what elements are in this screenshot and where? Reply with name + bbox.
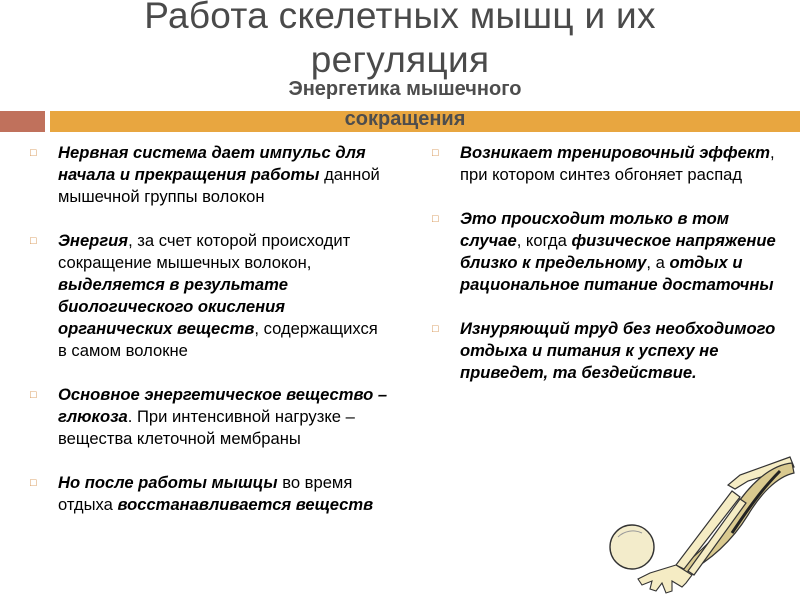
emphasis-text: Основное энергетическое вещество – глюкоза: [58, 385, 388, 426]
right-column: [432, 142, 777, 406]
left-column: [30, 142, 390, 538]
list-item: [432, 208, 777, 296]
list-item: [30, 384, 390, 450]
hollow-square-bullet-icon: [432, 213, 444, 225]
body-text: , а: [646, 253, 670, 272]
slide-subtitle: [140, 74, 670, 134]
emphasis-text: бездействие.: [581, 363, 697, 382]
emphasis-text: Энергия: [58, 231, 129, 250]
emphasis-text: Возникает тренировочный эффект: [460, 143, 770, 162]
emphasis-text: Это происходит только в том случае: [460, 209, 730, 250]
subtitle-line2: сокращения: [344, 108, 466, 130]
hollow-square-bullet-icon: [30, 477, 42, 489]
arm-muscle-icon: [580, 445, 800, 600]
emphasis-text: Изнуряющий труд без необходимого отдыха и питания к успеху не приведет, та: [460, 319, 776, 382]
emphasis-text: отдых и рациональное питание достаточны: [460, 253, 774, 294]
list-item: [30, 142, 390, 208]
hollow-square-bullet-icon: [30, 147, 42, 159]
list-item: [30, 230, 390, 362]
slide-title-line2: регуляция: [310, 39, 490, 80]
emphasis-text: Нервная система дает импульс для начала и прекращения работы: [58, 143, 366, 184]
hollow-square-bullet-icon: [432, 323, 444, 335]
list-item: [30, 472, 390, 516]
subtitle-line1: Энергетика мышечного: [288, 78, 522, 100]
decorative-bar-left: [0, 111, 45, 132]
slide-title-line1: Работа скелетных мышц и их: [144, 0, 656, 36]
hollow-square-bullet-icon: [30, 389, 42, 401]
emphasis-text: выделяется в результате биологического окисления органических веществ: [58, 275, 288, 338]
body-text: данной мышечной группы волокон: [58, 165, 380, 206]
emphasis-text: восстанавливается веществ: [117, 495, 374, 514]
hollow-square-bullet-icon: [30, 235, 42, 247]
body-text: во время отдыха: [58, 473, 353, 514]
body-text: , содержащихся в самом волокне: [58, 319, 378, 360]
list-item: [432, 142, 777, 186]
slide-title: [0, 0, 800, 84]
list-item: [432, 318, 777, 384]
emphasis-text: физическое напряжение близко к предельному: [460, 231, 776, 272]
body-text: , когда: [516, 231, 572, 250]
emphasis-text: Но после работы мышцы: [58, 473, 278, 492]
body-text: . При интенсивной нагрузке – вещества клеточной мембраны: [58, 407, 355, 448]
hollow-square-bullet-icon: [432, 147, 444, 159]
body-text: , за счет которой происходит сокращение мышечных волокон,: [58, 231, 351, 272]
body-text: , при котором синтез обгоняет распад: [460, 143, 775, 184]
